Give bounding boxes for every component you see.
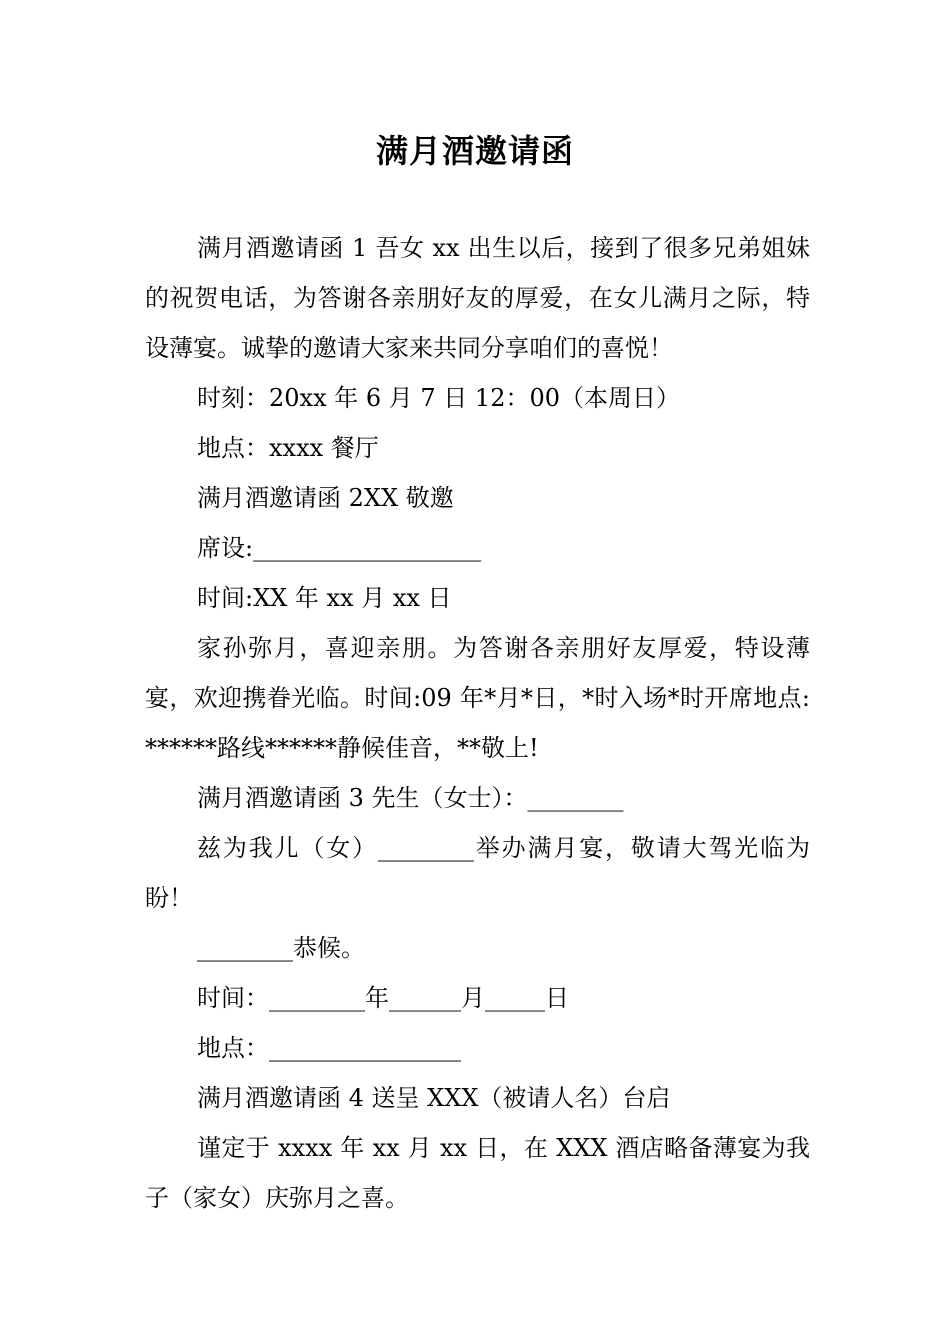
paragraph: 满月酒邀请函 1 吾女 xx 出生以后，接到了很多兄弟姐妹的祝贺电话，为答谢各亲朋好友的厚爱，在女儿满月之际，特设薄宴。诚挚的邀请大家来共同分享咱们的喜悦！ bbox=[145, 234, 810, 362]
paragraph: 谨定于 xxxx 年 xx 月 xx 日，在 XXX 酒店略备薄宴为我子（家女）庆弥月之喜。 bbox=[145, 1134, 810, 1212]
paragraph: ________恭候。 bbox=[197, 934, 365, 962]
paragraph: 家孙弥月，喜迎亲朋。为答谢各亲朋好友厚爱，特设薄宴，欢迎携眷光临。时间:09 年*月*日，*时入场*时开席地点:******路线******静候佳音，**敬上! bbox=[145, 634, 810, 762]
paragraph: 时间:XX 年 xx 月 xx 日 bbox=[197, 584, 452, 612]
paragraph: 满月酒邀请函 2XX 敬邀 bbox=[197, 484, 454, 512]
paragraph: 地点：________________ bbox=[197, 1034, 461, 1062]
paragraph: 时间：________年______月_____日 bbox=[197, 984, 569, 1012]
paragraph: 满月酒邀请函 4 送呈 XXX（被请人名）台启 bbox=[197, 1084, 671, 1112]
paragraph: 兹为我儿（女）________举办满月宴，敬请大驾光临为盼！ bbox=[145, 834, 810, 912]
paragraph: 满月酒邀请函 3 先生（女士）：________ bbox=[197, 784, 624, 812]
paragraph: 席设:___________________ bbox=[197, 534, 482, 562]
document-title: 满月酒邀请函 bbox=[375, 132, 574, 170]
paragraph: 地点：xxxx 餐厅 bbox=[197, 434, 379, 462]
document-body bbox=[145, 223, 810, 1223]
paragraph: 时刻：20xx 年 6 月 7 日 12：00（本周日） bbox=[197, 384, 680, 412]
